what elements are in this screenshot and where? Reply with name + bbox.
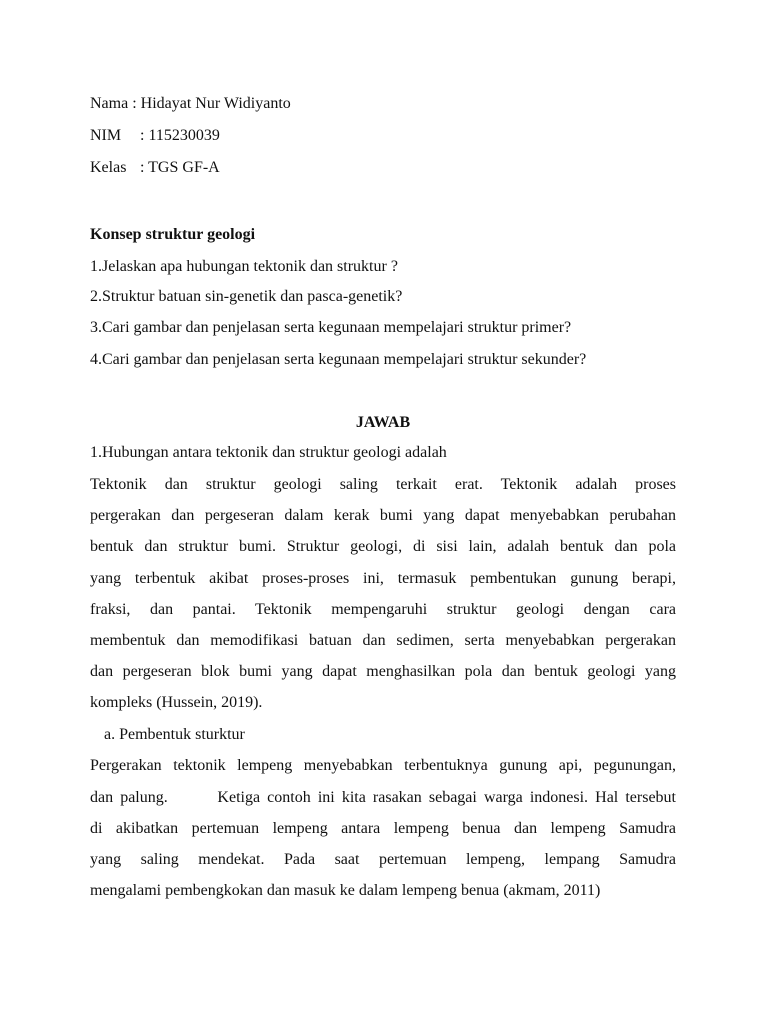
nama-value: : Hidayat Nur Widiyanto [132,95,291,112]
paragraph2-line: di akibatkan pertemuan lempeng antara lempeng benua dan lempeng Samudra [90,820,676,837]
answer-heading: JAWAB [355,414,411,431]
paragraph1-line: bentuk dan struktur bumi. Struktur geologi, di sisi lain, adalah bentuk dan pola [90,538,676,555]
paragraph1-line: pergerakan dan pergeseran dalam kerak bumi yang dapat menyebabkan perubahan [90,507,676,524]
paragraph2-last-line: mengalami pembengkokan dan masuk ke dalam lempeng benua (akmam, 2011) [90,882,601,899]
question-4: 4.Cari gambar dan penjelasan serta kegunaan mempelajari struktur sekunder? [90,351,587,368]
paragraph1-line: Tektonik dan struktur geologi saling terkait erat. Tektonik adalah proses [90,476,676,493]
paragraph2-line: dan palung. Ketiga contoh ini kita rasakan sebagai warga indonesi. Hal tersebut [90,789,676,806]
question-1: 1.Jelaskan apa hubungan tektonik dan struktur ? [90,258,398,275]
answer-1-title: 1.Hubungan antara tektonik dan struktur geologi adalah [90,444,447,461]
nim-value: : 115230039 [140,127,220,144]
paragraph2-line: yang saling mendekat. Pada saat pertemuan lempeng, lempang Samudra [90,851,676,868]
assignment-heading: Konsep struktur geologi [90,226,256,243]
kelas-line [90,158,220,178]
paragraph2-line: Pergerakan tektonik lempeng menyebabkan terbentuknya gunung api, pegunungan, [90,757,676,774]
question-3: 3.Cari gambar dan penjelasan serta kegunaan mempelajari struktur primer? [90,319,572,336]
nim-label: NIM [90,127,122,144]
nama-line [90,94,291,114]
paragraph1-line: yang terbentuk akibat proses-proses ini, termasuk pembentukan gunung berapi, [90,570,676,587]
kelas-value: : TGS GF-A [140,159,220,176]
subheading-a: a. Pembentuk sturktur [104,726,245,743]
question-2: 2.Struktur batuan sin-genetik dan pasca-genetik? [90,288,403,305]
kelas-label: Kelas [90,159,127,176]
paragraph1-line: dan pergeseran blok bumi yang dapat menghasilkan pola dan bentuk geologi yang [90,663,676,680]
paragraph1-line: membentuk dan memodifikasi batuan dan sedimen, serta menyebabkan pergerakan [90,632,676,649]
nim-line [90,126,220,146]
paragraph1-line: fraksi, dan pantai. Tektonik mempengaruhi struktur geologi dengan cara [90,601,676,618]
nama-label: Nama [90,95,129,112]
paragraph1-last-line: kompleks (Hussein, 2019). [90,694,263,711]
